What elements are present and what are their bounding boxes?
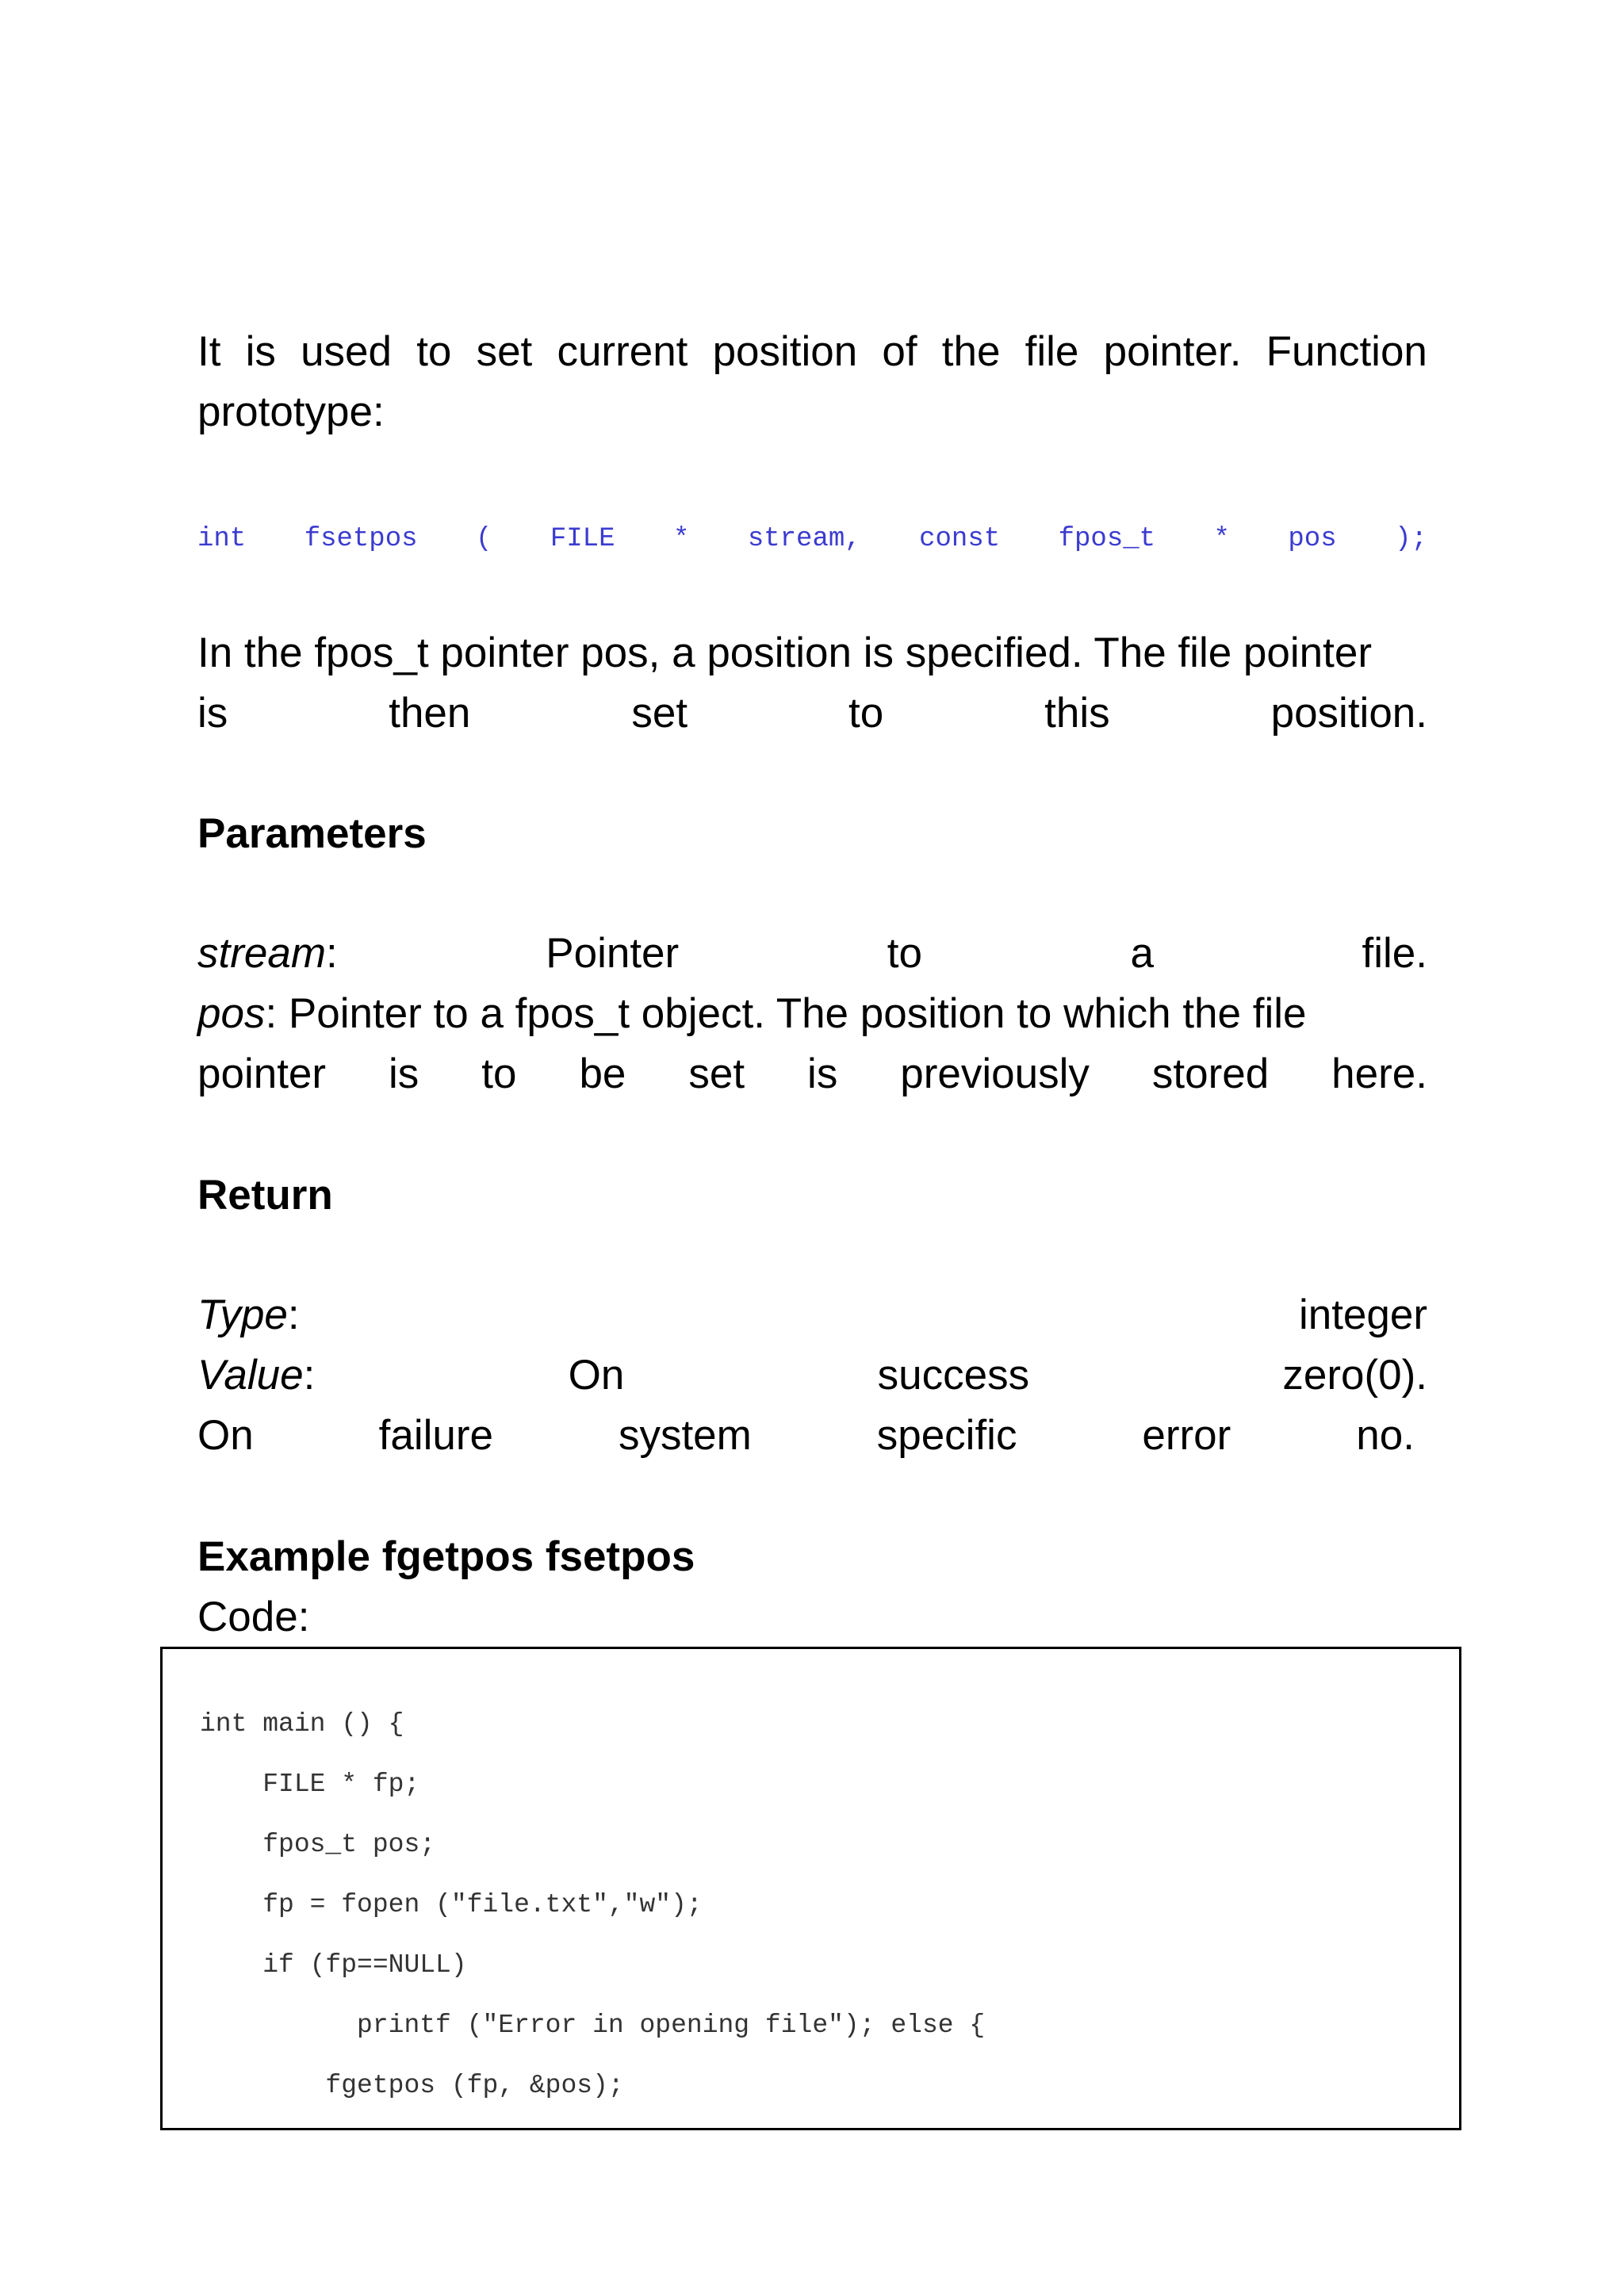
- return-section: [197, 1165, 1427, 1226]
- return-failure-word: error: [1142, 1412, 1231, 1459]
- prototype-token: (: [475, 524, 492, 554]
- example-section: [197, 1527, 1427, 1647]
- param-stream-word: Pointer: [546, 930, 680, 977]
- description-word: is: [197, 690, 228, 737]
- intro-word: set: [476, 328, 533, 375]
- param-pos-word: pointer: [197, 1050, 327, 1097]
- prototype-token: *: [672, 524, 690, 554]
- parameters-heading: Parameters: [197, 810, 427, 857]
- description-paragraph: [197, 623, 1427, 744]
- description-line-1: In the fpos_t pointer pos, a position is specified. The file pointer: [197, 629, 1372, 676]
- return-value-label: Value: [197, 1352, 304, 1399]
- code-line: fgetpos (fp, &pos);: [200, 2071, 624, 2100]
- param-pos-line-2: [197, 1044, 1427, 1104]
- return-list: [197, 1285, 1427, 1466]
- param-stream-word: to: [887, 930, 922, 977]
- prototype-line: [197, 524, 1427, 554]
- param-pos-word: is: [389, 1050, 419, 1097]
- prototype-token: FILE: [550, 524, 615, 554]
- return-failure-word: On: [197, 1412, 254, 1459]
- return-value-word: success: [877, 1352, 1030, 1399]
- return-failure: [197, 1406, 1415, 1466]
- intro-word: file: [1025, 328, 1079, 375]
- code-line: if (fp==NULL): [200, 1950, 467, 1980]
- code-line: printf ("Error in opening file"); else {: [200, 2011, 986, 2040]
- description-word: set: [631, 690, 688, 737]
- param-pos-label: pos: [197, 990, 266, 1037]
- return-heading: Return: [197, 1172, 333, 1219]
- intro-paragraph: [197, 322, 1427, 442]
- param-pos-word: set: [688, 1050, 745, 1097]
- prototype-token: int: [197, 524, 247, 554]
- prototype-token: fsetpos: [304, 524, 418, 554]
- code-line: fp = fopen ("file.txt","w");: [200, 1890, 703, 1919]
- param-pos-word: stored: [1151, 1050, 1270, 1097]
- param-pos-text: : Pointer to a fpos_t object. The position to which the file: [265, 990, 1307, 1037]
- intro-word: position: [712, 328, 858, 375]
- intro-word: pointer.: [1103, 328, 1242, 375]
- intro-word: of: [882, 328, 917, 375]
- param-stream: stream: Pointer to a file.: [197, 924, 1427, 984]
- param-pos-word: be: [579, 1050, 626, 1097]
- description-word: this: [1044, 690, 1110, 737]
- return-failure-word: system: [618, 1412, 752, 1459]
- function-prototype: [197, 524, 1427, 554]
- parameters-section: [197, 804, 1427, 864]
- param-stream-word: a: [1130, 930, 1154, 977]
- prototype-token: const: [919, 524, 1001, 554]
- prototype-token: pos: [1288, 524, 1337, 554]
- code-label: Code:: [197, 1594, 310, 1640]
- param-pos-word: previously: [900, 1050, 1090, 1097]
- intro-word: used: [301, 328, 393, 375]
- intro-word: the: [941, 328, 1001, 375]
- prototype-token: );: [1395, 524, 1427, 554]
- parameters-list: [197, 924, 1427, 1104]
- param-pos-word: to: [481, 1050, 517, 1097]
- param-pos-word: is: [807, 1050, 838, 1097]
- return-type: Type: integer: [197, 1285, 1427, 1345]
- intro-word: to: [416, 328, 452, 375]
- example-heading: Example fgetpos fsetpos: [197, 1533, 695, 1580]
- code-line: FILE * fp;: [200, 1770, 420, 1799]
- return-failure-word: failure: [378, 1412, 493, 1459]
- description-word: position.: [1270, 690, 1427, 737]
- intro-word: current: [557, 328, 688, 375]
- prototype-token: fpos_t: [1058, 524, 1156, 554]
- param-pos-word: here.: [1331, 1050, 1427, 1097]
- description-word: then: [389, 690, 471, 737]
- return-failure-word: no.: [1356, 1412, 1415, 1459]
- code-line: fpos_t pos;: [200, 1830, 436, 1859]
- prototype-token: stream,: [747, 524, 861, 554]
- intro-word: is: [245, 328, 276, 375]
- return-type-value: integer: [1298, 1292, 1427, 1338]
- intro-line-1: [197, 322, 1427, 382]
- param-stream-label: stream: [197, 930, 326, 977]
- param-pos: [197, 984, 1427, 1044]
- intro-word: Function: [1266, 328, 1427, 375]
- return-type-label: Type: [197, 1292, 288, 1338]
- intro-line-2: prototype:: [197, 388, 385, 435]
- code-block: [160, 1647, 1461, 2130]
- intro-word: It: [197, 328, 221, 375]
- prototype-token: *: [1213, 524, 1230, 554]
- return-value-word: On: [568, 1352, 625, 1399]
- return-value: Value: On success zero(0).: [197, 1345, 1427, 1406]
- description-word: to: [848, 690, 884, 737]
- description-line-2: [197, 683, 1427, 744]
- return-value-word: zero(0).: [1282, 1352, 1427, 1399]
- return-failure-word: specific: [876, 1412, 1017, 1459]
- param-stream-word: file.: [1362, 930, 1427, 977]
- code-line: int main () {: [200, 1709, 404, 1739]
